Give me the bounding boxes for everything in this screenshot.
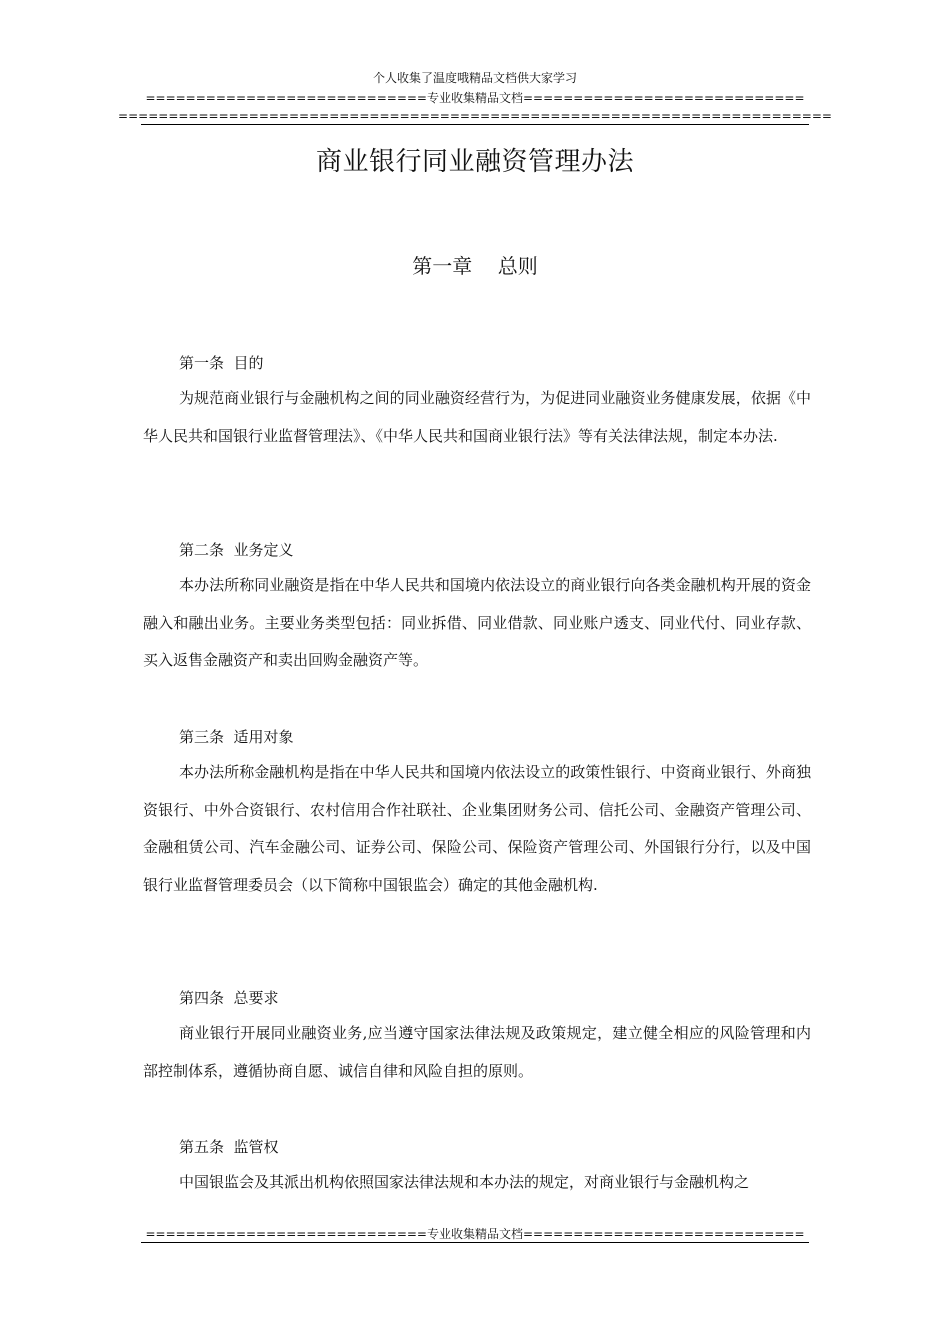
article-4 (143, 988, 811, 1090)
article-heading: 第二条 业务定义 (179, 541, 294, 559)
article-heading: 第一条 目的 (179, 354, 264, 372)
article-2 (143, 540, 811, 680)
header-note: 个人收集了温度哦精品文档供大家学习 (372, 71, 577, 85)
header-rule (141, 124, 809, 125)
article-5 (143, 1137, 811, 1202)
article-heading: 第三条 适用对象 (179, 728, 294, 746)
article-body: 商业银行开展同业融资业务,应当遵守国家法律法规及政策规定，建立健全相应的风险管理和内部控制体系，遵循协商自愿、诚信自律和风险自担的原则。 (143, 1024, 811, 1080)
article-heading: 第四条 总要求 (179, 989, 279, 1007)
header-equals-line: ======================================================================= (118, 109, 832, 123)
article-3 (143, 727, 811, 904)
footer-banner: ============================专业收集精品文档============================ (145, 1227, 805, 1241)
article-body: 本办法所称同业融资是指在中华人民共和国境内依法设立的商业银行向各类金融机构开展的资金融入和融出业务。主要业务类型包括：同业拆借、同业借款、同业账户透支、同业代付、同业存款、买入返售金融资产和卖出回购金融资产等。 (143, 576, 811, 669)
article-body: 为规范商业银行与金融机构之间的同业融资经营行为，为促进同业融资业务健康发展，依据《中华人民共和国银行业监督管理法》、《中华人民共和国商业银行法》等有关法律法规，制定本办法. (143, 389, 811, 445)
article-1 (143, 353, 811, 455)
footer-rule (141, 1242, 809, 1243)
chapter-heading: 第一章 总则 (412, 254, 538, 278)
document-title: 商业银行同业融资管理办法 (315, 147, 634, 177)
article-body: 本办法所称金融机构是指在中华人民共和国境内依法设立的政策性银行、中资商业银行、外商独资银行、中外合资银行、农村信用合作社联社、企业集团财务公司、信托公司、金融资产管理公司、金融租赁公司、汽车金融公司、证券公司、保险公司、保险资产管理公司、外国银行分行，以及中国银行业监督管理委员会（以下简称中国银监会）确定的其他金融机构. (143, 763, 811, 894)
article-heading: 第五条 监管权 (179, 1138, 279, 1156)
article-body: 中国银监会及其派出机构依照国家法律法规和本办法的规定，对商业银行与金融机构之 (179, 1173, 750, 1191)
header-banner: ============================专业收集精品文档============================ (145, 91, 805, 105)
